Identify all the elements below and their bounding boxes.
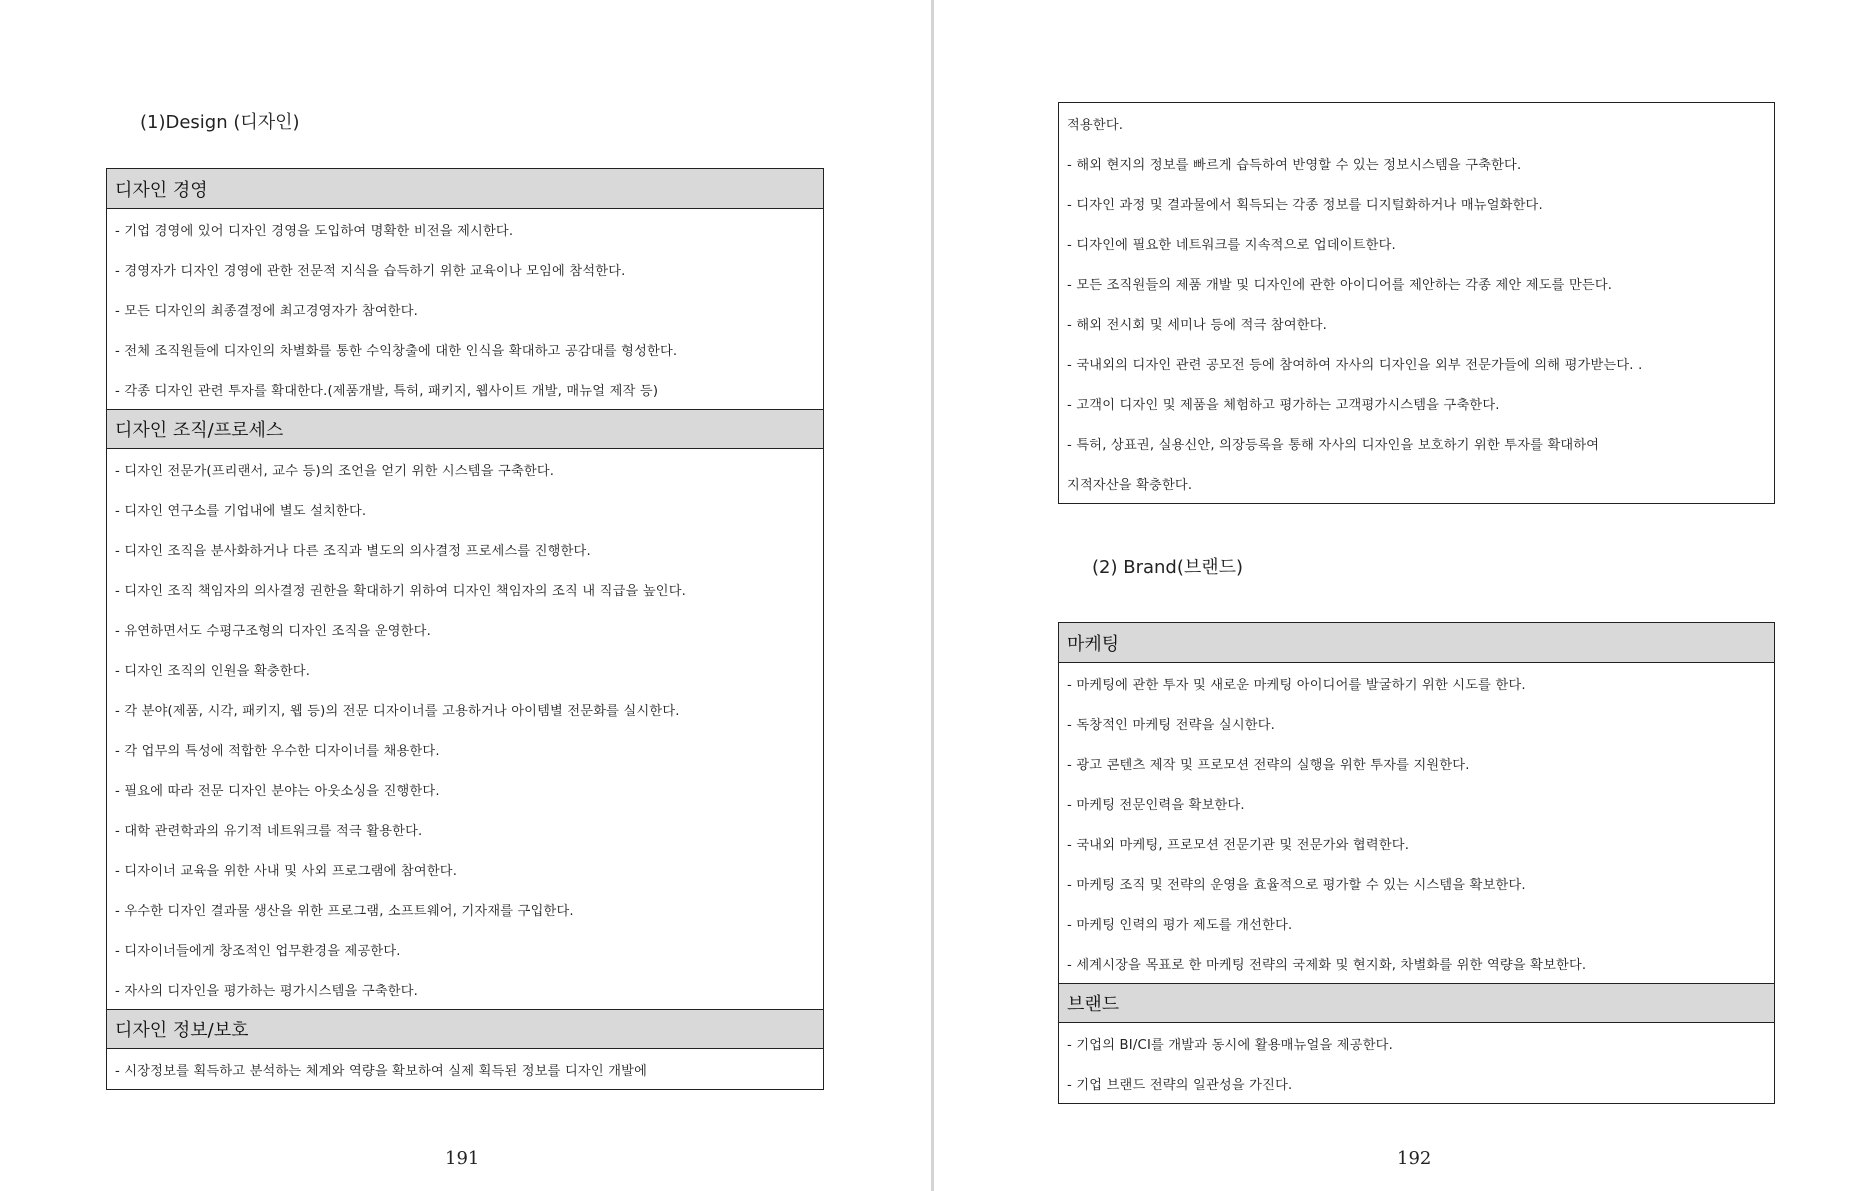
list-item: - 세계시장을 목표로 한 마케팅 전략의 국제화 및 현지화, 차별화를 위한 역량을 확보한다. [1067,957,1587,973]
list-item: - 디자이너 교육을 위한 사내 및 사외 프로그램에 참여한다. [115,863,458,879]
list-item: - 기업 브랜드 전략의 일관성을 가진다. [1067,1077,1293,1093]
list-item: - 디자인 전문가(프리랜서, 교수 등)의 조언을 얻기 위한 시스템을 구축한다. [115,463,555,479]
list-item: - 고객이 디자인 및 제품을 체험하고 평가하는 고객평가시스템을 구축한다. [1067,397,1500,413]
list-item: - 필요에 따라 전문 디자인 분야는 아웃소싱을 진행한다. [115,783,440,799]
category-items-design-info-protection [107,1049,823,1089]
list-item: - 마케팅 조직 및 전략의 운영을 효율적으로 평가할 수 있는 시스템을 확보한다. [1067,877,1526,893]
list-item: - 디자인에 필요한 네트워크를 지속적으로 업데이트한다. [1067,237,1396,253]
list-item: - 독창적인 마케팅 전략을 실시한다. [1067,717,1276,733]
list-item: - 마케팅 전문인력을 확보한다. [1067,797,1245,813]
list-item: - 자사의 디자인을 평가하는 평가시스템을 구축한다. [115,983,419,999]
list-item: - 기업의 BI/CI를 개발과 동시에 활용매뉴얼을 제공한다. [1067,1037,1393,1053]
list-item: - 디자인 조직 책임자의 의사결정 권한을 확대하기 위하여 디자인 책임자의 조직 내 직급을 높인다. [115,583,687,599]
list-item: - 기업 경영에 있어 디자인 경영을 도입하여 명확한 비전을 제시한다. [115,223,514,239]
category-header-design-organization: 디자인 조직/프로세스 [107,409,823,449]
list-item: - 디자인 조직의 인원을 확충한다. [115,663,311,679]
page-number-left: 191 [445,1148,480,1169]
list-item: - 우수한 디자인 결과물 생산을 위한 프로그램, 소프트웨어, 기자재를 구입한다. [115,903,574,919]
list-item: - 마케팅에 관한 투자 및 새로운 마케팅 아이디어를 발굴하기 위한 시도를 한다. [1067,677,1526,693]
list-item: - 디자인 조직을 분사화하거나 다른 조직과 별도의 의사결정 프로세스를 진행한다. [115,543,591,559]
list-item: - 해외 현지의 정보를 빠르게 습득하여 반영할 수 있는 정보시스템을 구축한다. [1067,157,1522,173]
list-item: - 경영자가 디자인 경영에 관한 전문적 지식을 습득하기 위한 교육이나 모임에 참석한다. [115,263,626,279]
section-heading-brand: (2) Brand(브랜드) [1092,557,1244,578]
design-table [106,168,824,1090]
category-header-brand: 브랜드 [1059,983,1774,1023]
list-item: - 각 분야(제품, 시각, 패키지, 웹 등)의 전문 디자이너를 고용하거나 아이템별 전문화를 실시한다. [115,703,680,719]
category-items-marketing [1059,663,1774,983]
list-item: - 디자인 연구소를 기업내에 별도 설치한다. [115,503,367,519]
category-header-design-info-protection: 디자인 정보/보호 [107,1009,823,1049]
list-item: - 모든 조직원들의 제품 개발 및 디자인에 관한 아이디어를 제안하는 각종 제안 제도를 만든다. [1067,277,1613,293]
list-item: - 광고 콘텐츠 제작 및 프로모션 전략의 실행을 위한 투자를 지원한다. [1067,757,1470,773]
list-item: - 디자인 과정 및 결과물에서 획득되는 각종 정보를 디지털화하거나 매뉴얼화한다. [1067,197,1543,213]
list-item: - 대학 관련학과의 유기적 네트워크를 적극 활용한다. [115,823,423,839]
list-item: - 마케팅 인력의 평가 제도를 개선한다. [1067,917,1293,933]
list-item: - 해외 전시회 및 세미나 등에 적극 참여한다. [1067,317,1328,333]
list-item: - 각종 디자인 관련 투자를 확대한다.(제품개발, 특허, 패키지, 웹사이트 개발, 매뉴얼 제작 등) [115,383,659,399]
category-header-marketing: 마케팅 [1059,623,1774,663]
category-items-design-management [107,209,823,409]
category-items-brand [1059,1023,1774,1103]
category-header-design-management: 디자인 경영 [107,169,823,209]
list-item: 적용한다. [1067,117,1124,133]
list-item: - 국내외 마케팅, 프로모션 전문기관 및 전문가와 협력한다. [1067,837,1410,853]
design-table-continued [1058,102,1775,504]
list-item: - 각 업무의 특성에 적합한 우수한 디자이너를 채용한다. [115,743,440,759]
list-item: - 전체 조직원들에 디자인의 차별화를 통한 수익창출에 대한 인식을 확대하고 공감대를 형성한다. [115,343,678,359]
list-item: - 특허, 상표권, 실용신안, 의장등록을 통해 자사의 디자인을 보호하기 위한 투자를 확대하여 [1067,437,1600,453]
brand-table [1058,622,1775,1104]
section-heading-design: (1)Design (디자인) [140,112,300,133]
list-item: - 시장정보를 획득하고 분석하는 체계와 역량을 확보하여 실제 획득된 정보를 디자인 개발에 [115,1063,648,1079]
continued-items [1059,103,1774,503]
list-item: 지적자산을 확충한다. [1067,477,1193,493]
page-left [0,0,931,1191]
list-item: - 유연하면서도 수평구조형의 디자인 조직을 운영한다. [115,623,431,639]
list-item: - 국내외의 디자인 관련 공모전 등에 참여하여 자사의 디자인을 외부 전문가들에 의해 평가받는다. . [1067,357,1643,373]
page-number-right: 192 [1397,1148,1432,1169]
list-item: - 모든 디자인의 최종결정에 최고경영자가 참여한다. [115,303,419,319]
category-items-design-organization [107,449,823,1009]
list-item: - 디자이너들에게 창조적인 업무환경을 제공한다. [115,943,401,959]
page-right [934,0,1864,1191]
